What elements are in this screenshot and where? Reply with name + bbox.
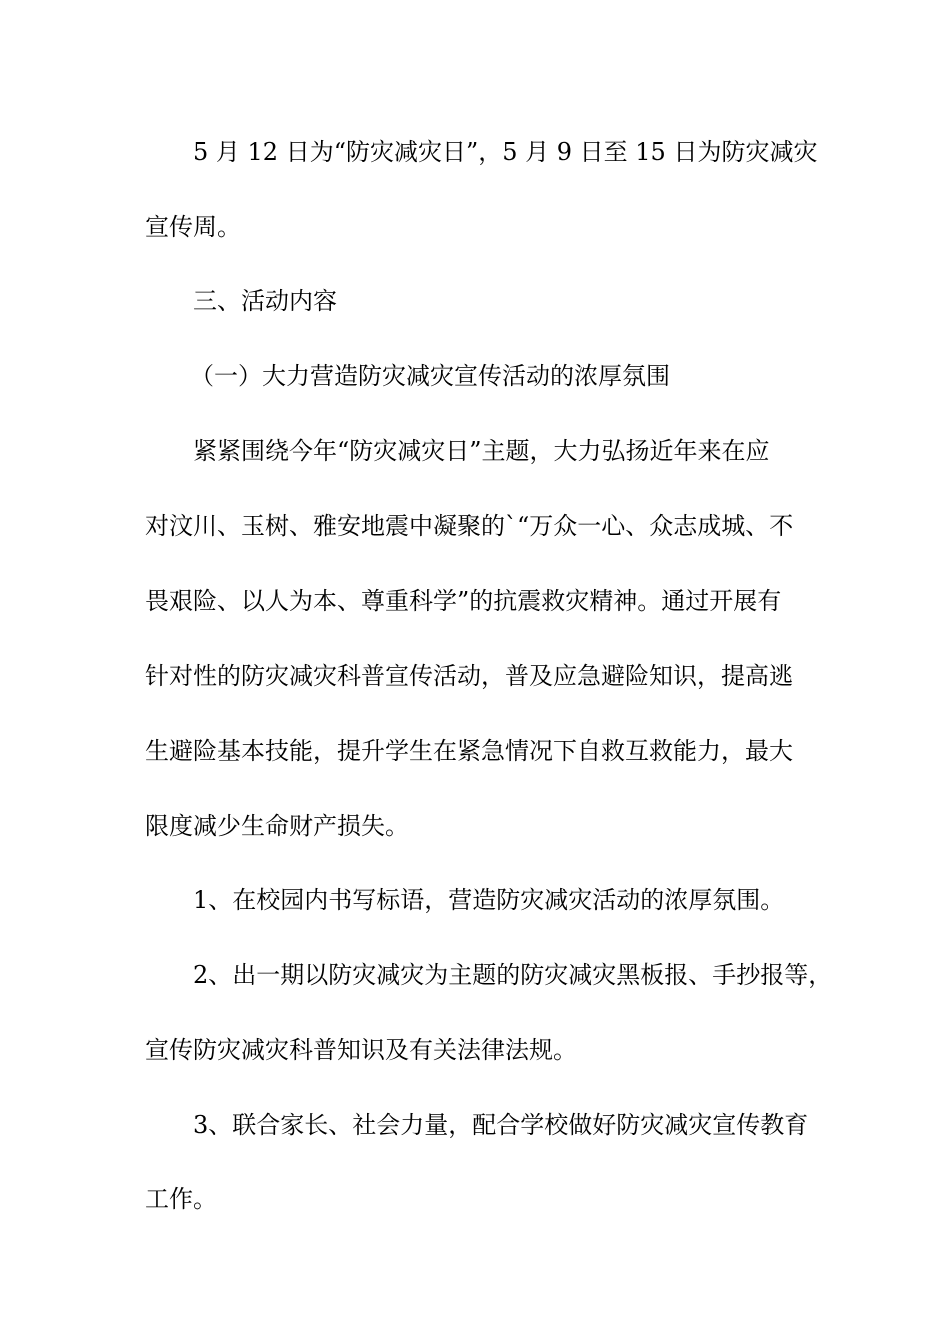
paragraph-theme-line-4: 针对性的防灾减灾科普宣传活动，普及应急避险知识，提高逃	[145, 662, 793, 690]
section-heading-activities: 三、活动内容	[193, 287, 337, 315]
paragraph-theme-line-6: 限度减少生命财产损失。	[145, 812, 409, 840]
list-item-parents-line-1: 3、联合家长、社会力量，配合学校做好防灾减灾宣传教育	[193, 1111, 809, 1139]
subsection-heading-atmosphere: （一）大力营造防灾减灾宣传活动的浓厚氛围	[190, 362, 670, 390]
paragraph-theme-line-3: 畏艰险、以人为本、尊重科学”的抗震救灾精神。通过开展有	[145, 587, 782, 615]
paragraph-disaster-day-line-2: 宣传周。	[145, 213, 241, 241]
paragraph-disaster-day-line-1: 5 月 12 日为“防灾减灾日”，5 月 9 日至 15 日为防灾减灾	[193, 138, 818, 166]
list-item-parents-line-2: 工作。	[145, 1185, 217, 1213]
paragraph-theme-line-2: 对汶川、玉树、雅安地震中凝聚的`“万众一心、众志成城、不	[145, 512, 794, 540]
list-item-blackboard-line-1: 2、出一期以防灾减灾为主题的防灾减灾黑板报、手抄报等，	[193, 961, 833, 989]
list-item-blackboard-line-2: 宣传防灾减灾科普知识及有关法律法规。	[145, 1036, 577, 1064]
paragraph-theme-line-5: 生避险基本技能，提升学生在紧急情况下自救互救能力，最大	[145, 737, 793, 765]
list-item-slogans: 1、在校园内书写标语，营造防灾减灾活动的浓厚氛围。	[193, 886, 785, 914]
paragraph-theme-line-1: 紧紧围绕今年“防灾减灾日”主题，大力弘扬近年来在应	[193, 437, 770, 465]
